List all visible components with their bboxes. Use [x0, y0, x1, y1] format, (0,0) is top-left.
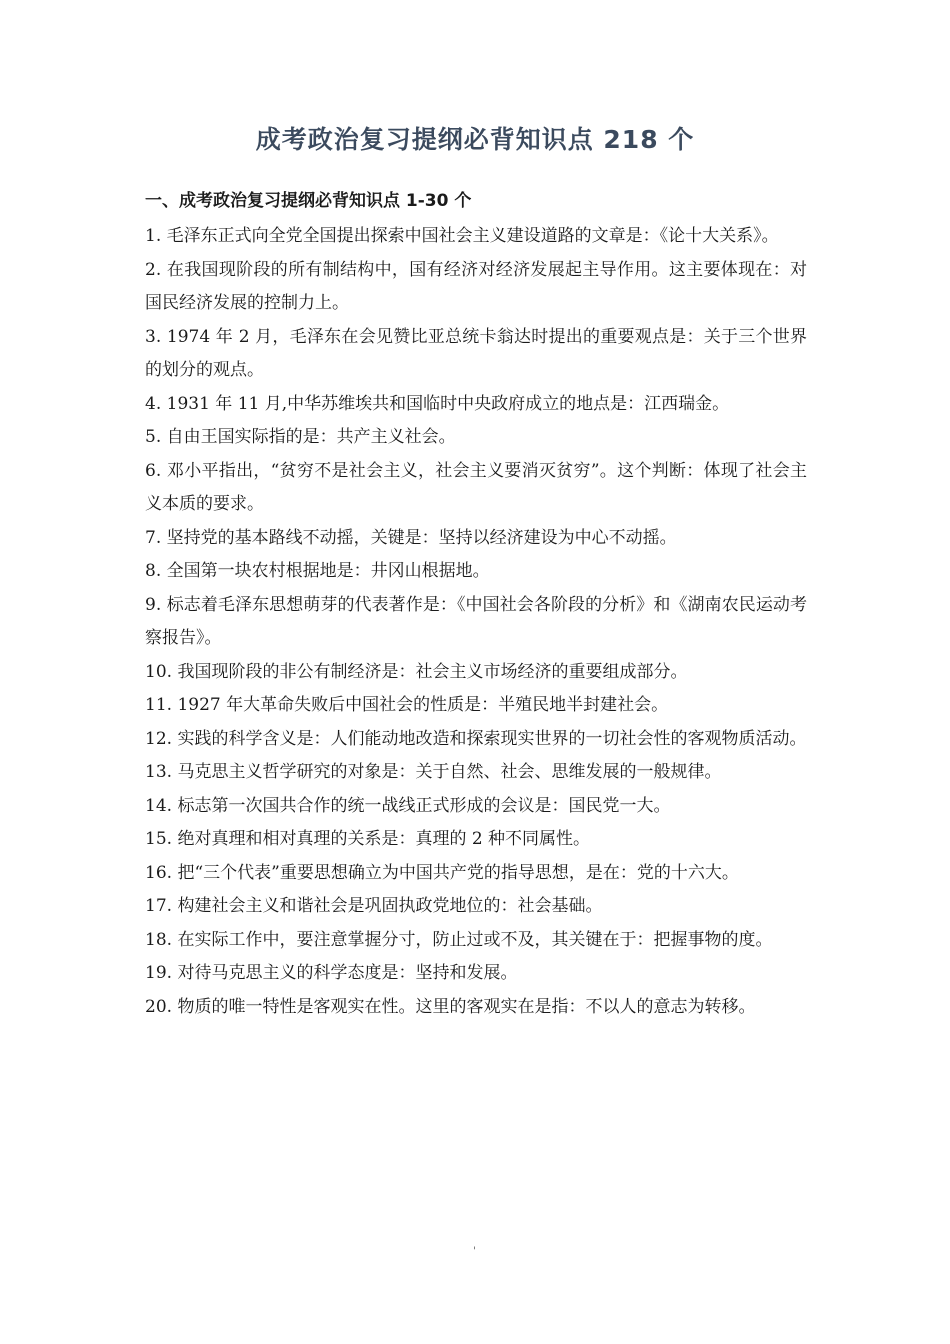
list-item: 7. 坚持党的基本路线不动摇，关键是：坚持以经济建设为中心不动摇。 [145, 527, 677, 548]
list-item: 10. 我国现阶段的非公有制经济是：社会主义市场经济的重要组成部分。 [145, 661, 688, 682]
list-item: 9. 标志着毛泽东思想萌芽的代表著作是：《中国社会各阶段的分析》和《湖南农民运动考察报告》。 [145, 594, 807, 648]
document-title: 成考政治复习提纲必背知识点 218 个 [255, 125, 695, 154]
list-item: 15. 绝对真理和相对真理的关系是：真理的 2 种不同属性。 [145, 829, 591, 849]
list-item: 13. 马克思主义哲学研究的对象是：关于自然、社会、思维发展的一般规律。 [145, 762, 722, 782]
list-item: 14. 标志第一次国共合作的统一战线正式形成的会议是：国民党一大。 [145, 795, 671, 816]
list-item: 17. 构建社会主义和谐社会是巩固执政党地位的：社会基础。 [145, 896, 603, 916]
list-item: 5. 自由王国实际指的是：共产主义社会。 [145, 427, 456, 447]
list-item: 12. 实践的科学含义是：人们能动地改造和探索现实世界的一切社会性的客观物质活动。 [145, 728, 807, 749]
list-item: 18. 在实际工作中，要注意掌握分寸，防止过或不及，其关键在于：把握事物的度。 [145, 929, 773, 950]
list-item: 3. 1974 年 2 月，毛泽东在会见赞比亚总统卡翁达时提出的重要观点是：关于三个世界的划分的观点。 [145, 326, 807, 380]
list-item: 20. 物质的唯一特性是客观实在性。这里的客观实在是指：不以人的意志为转移。 [145, 996, 756, 1017]
list-item: 4. 1931 年 11 月,中华苏维埃共和国临时中央政府成立的地点是：江西瑞金。 [145, 393, 730, 414]
list-item: 16. 把“三个代表”重要思想确立为中国共产党的指导思想，是在：党的十六大。 [145, 862, 739, 883]
knowledge-point-list [145, 220, 807, 1024]
list-item: 11. 1927 年大革命失败后中国社会的性质是：半殖民地半封建社会。 [145, 695, 669, 715]
list-item: 6. 邓小平指出，“贫穷不是社会主义，社会主义要消灭贫穷”。这个判断：体现了社会主义本质的要求。 [145, 460, 807, 514]
footer-mark: ' [473, 1246, 476, 1257]
list-item: 2. 在我国现阶段的所有制结构中，国有经济对经济发展起主导作用。这主要体现在：对国民经济发展的控制力上。 [145, 259, 807, 313]
section-heading: 一、成考政治复习提纲必背知识点 1-30 个 [145, 191, 472, 211]
list-item: 8. 全国第一块农村根据地是：井冈山根据地。 [145, 561, 490, 581]
list-item: 1. 毛泽东正式向全党全国提出探索中国社会主义建设道路的文章是：《论十大关系》。 [145, 226, 779, 246]
list-item: 19. 对待马克思主义的科学态度是：坚持和发展。 [145, 963, 518, 983]
